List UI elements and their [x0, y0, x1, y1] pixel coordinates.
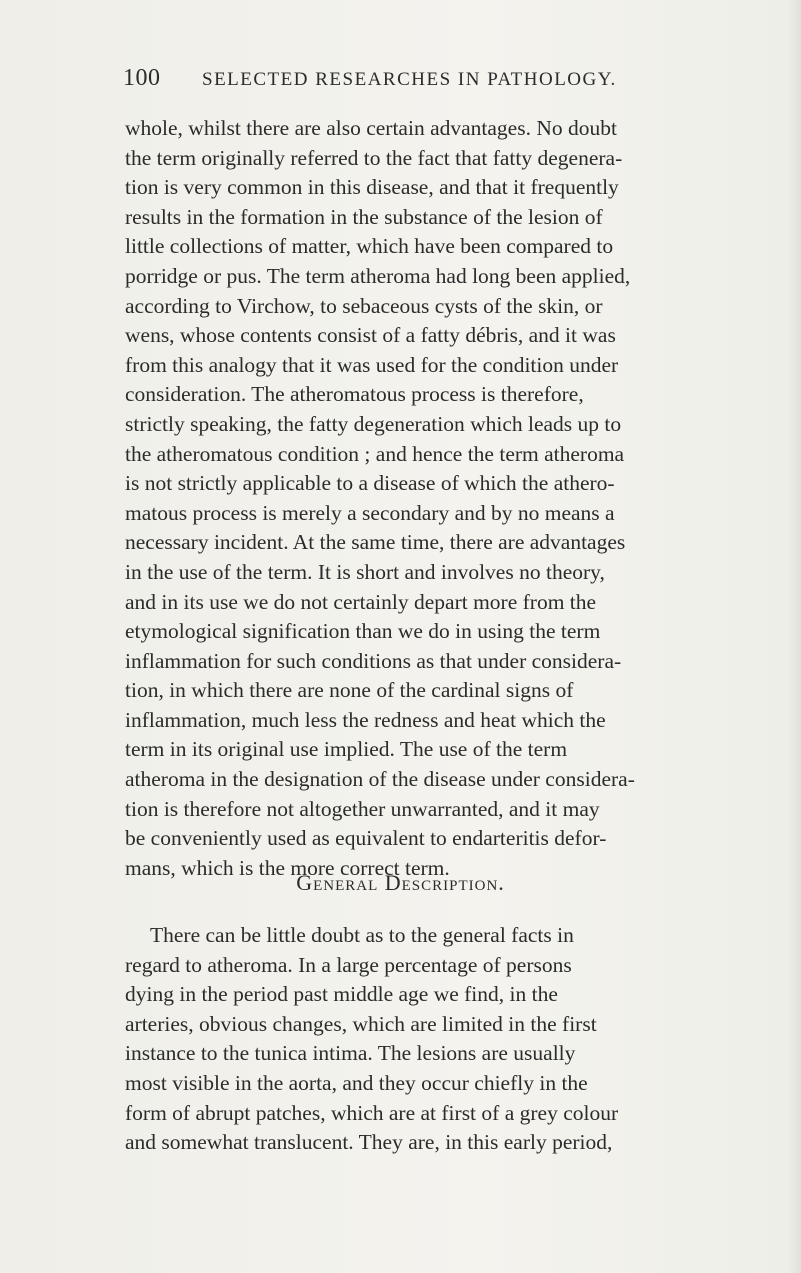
page-edge-shadow: [787, 0, 801, 1273]
text-line: necessary incident. At the same time, there are advantages: [125, 530, 626, 555]
text-line: from this analogy that it was used for the condition under: [125, 352, 619, 377]
paragraph-1: [125, 114, 725, 883]
text-line: the atheromatous condition ; and hence the term atheroma: [125, 441, 625, 466]
section-heading-text: General Description.: [296, 870, 505, 895]
text-line: the term originally referred to the fact that fatty degenera-: [125, 145, 623, 170]
text-line: inflammation for such conditions as that under considera-: [125, 648, 622, 673]
text-line: porridge or pus. The term atheroma had long been applied,: [125, 263, 631, 288]
text-line: matous process is merely a secondary and by no means a: [125, 500, 615, 525]
text-line: etymological signification than we do in using the term: [125, 619, 601, 644]
text-line: tion, in which there are none of the cardinal signs of: [125, 678, 574, 703]
page-header: [123, 65, 703, 95]
text-line: little collections of matter, which have been compared to: [125, 234, 614, 259]
text-line: instance to the tunica intima. The lesions are usually: [125, 1041, 576, 1066]
text-line: is not strictly applicable to a disease of which the athero-: [125, 471, 615, 496]
text-line: tion is therefore not altogether unwarranted, and it may: [125, 796, 600, 821]
text-line: form of abrupt patches, which are at first of a grey colour: [125, 1100, 619, 1125]
paragraph-2: [125, 921, 725, 1158]
text-line: consideration. The atheromatous process is therefore,: [125, 382, 584, 407]
text-line: and in its use we do not certainly depart more from the: [125, 589, 597, 614]
text-line: regard to atheroma. In a large percentage of persons: [125, 952, 572, 977]
text-line: wens, whose contents consist of a fatty débris, and it was: [125, 323, 616, 348]
text-line: tion is very common in this disease, and that it frequently: [125, 175, 619, 200]
page-number: 100: [123, 65, 161, 91]
section-heading: [0, 870, 801, 896]
text-line: term in its original use implied. The use of the term: [125, 737, 568, 762]
text-line: dying in the period past middle age we find, in the: [125, 982, 558, 1007]
text-line: arteries, obvious changes, which are limited in the first: [125, 1011, 597, 1036]
text-line: in the use of the term. It is short and involves no theory,: [125, 559, 605, 584]
text-line: results in the formation in the substance of the lesion of: [125, 204, 603, 229]
running-head: SELECTED RESEARCHES IN PATHOLOGY.: [202, 69, 617, 90]
text-line: strictly speaking, the fatty degeneration which leads up to: [125, 411, 622, 436]
text-line: be conveniently used as equivalent to endarteritis defor-: [125, 826, 607, 851]
text-line: most visible in the aorta, and they occur chiefly in the: [125, 1070, 588, 1095]
text-line: and somewhat translucent. They are, in this early period,: [125, 1130, 613, 1155]
text-line: mans, which is the more correct term.: [125, 855, 450, 880]
text-line: atheroma in the designation of the disease under considera-: [125, 767, 635, 792]
text-line: according to Virchow, to sebaceous cysts of the skin, or: [125, 293, 603, 318]
text-line: whole, whilst there are also certain advantages. No doubt: [125, 116, 617, 140]
text-line: There can be little doubt as to the general facts in: [150, 923, 574, 947]
text-line: inflammation, much less the redness and heat which the: [125, 707, 606, 732]
